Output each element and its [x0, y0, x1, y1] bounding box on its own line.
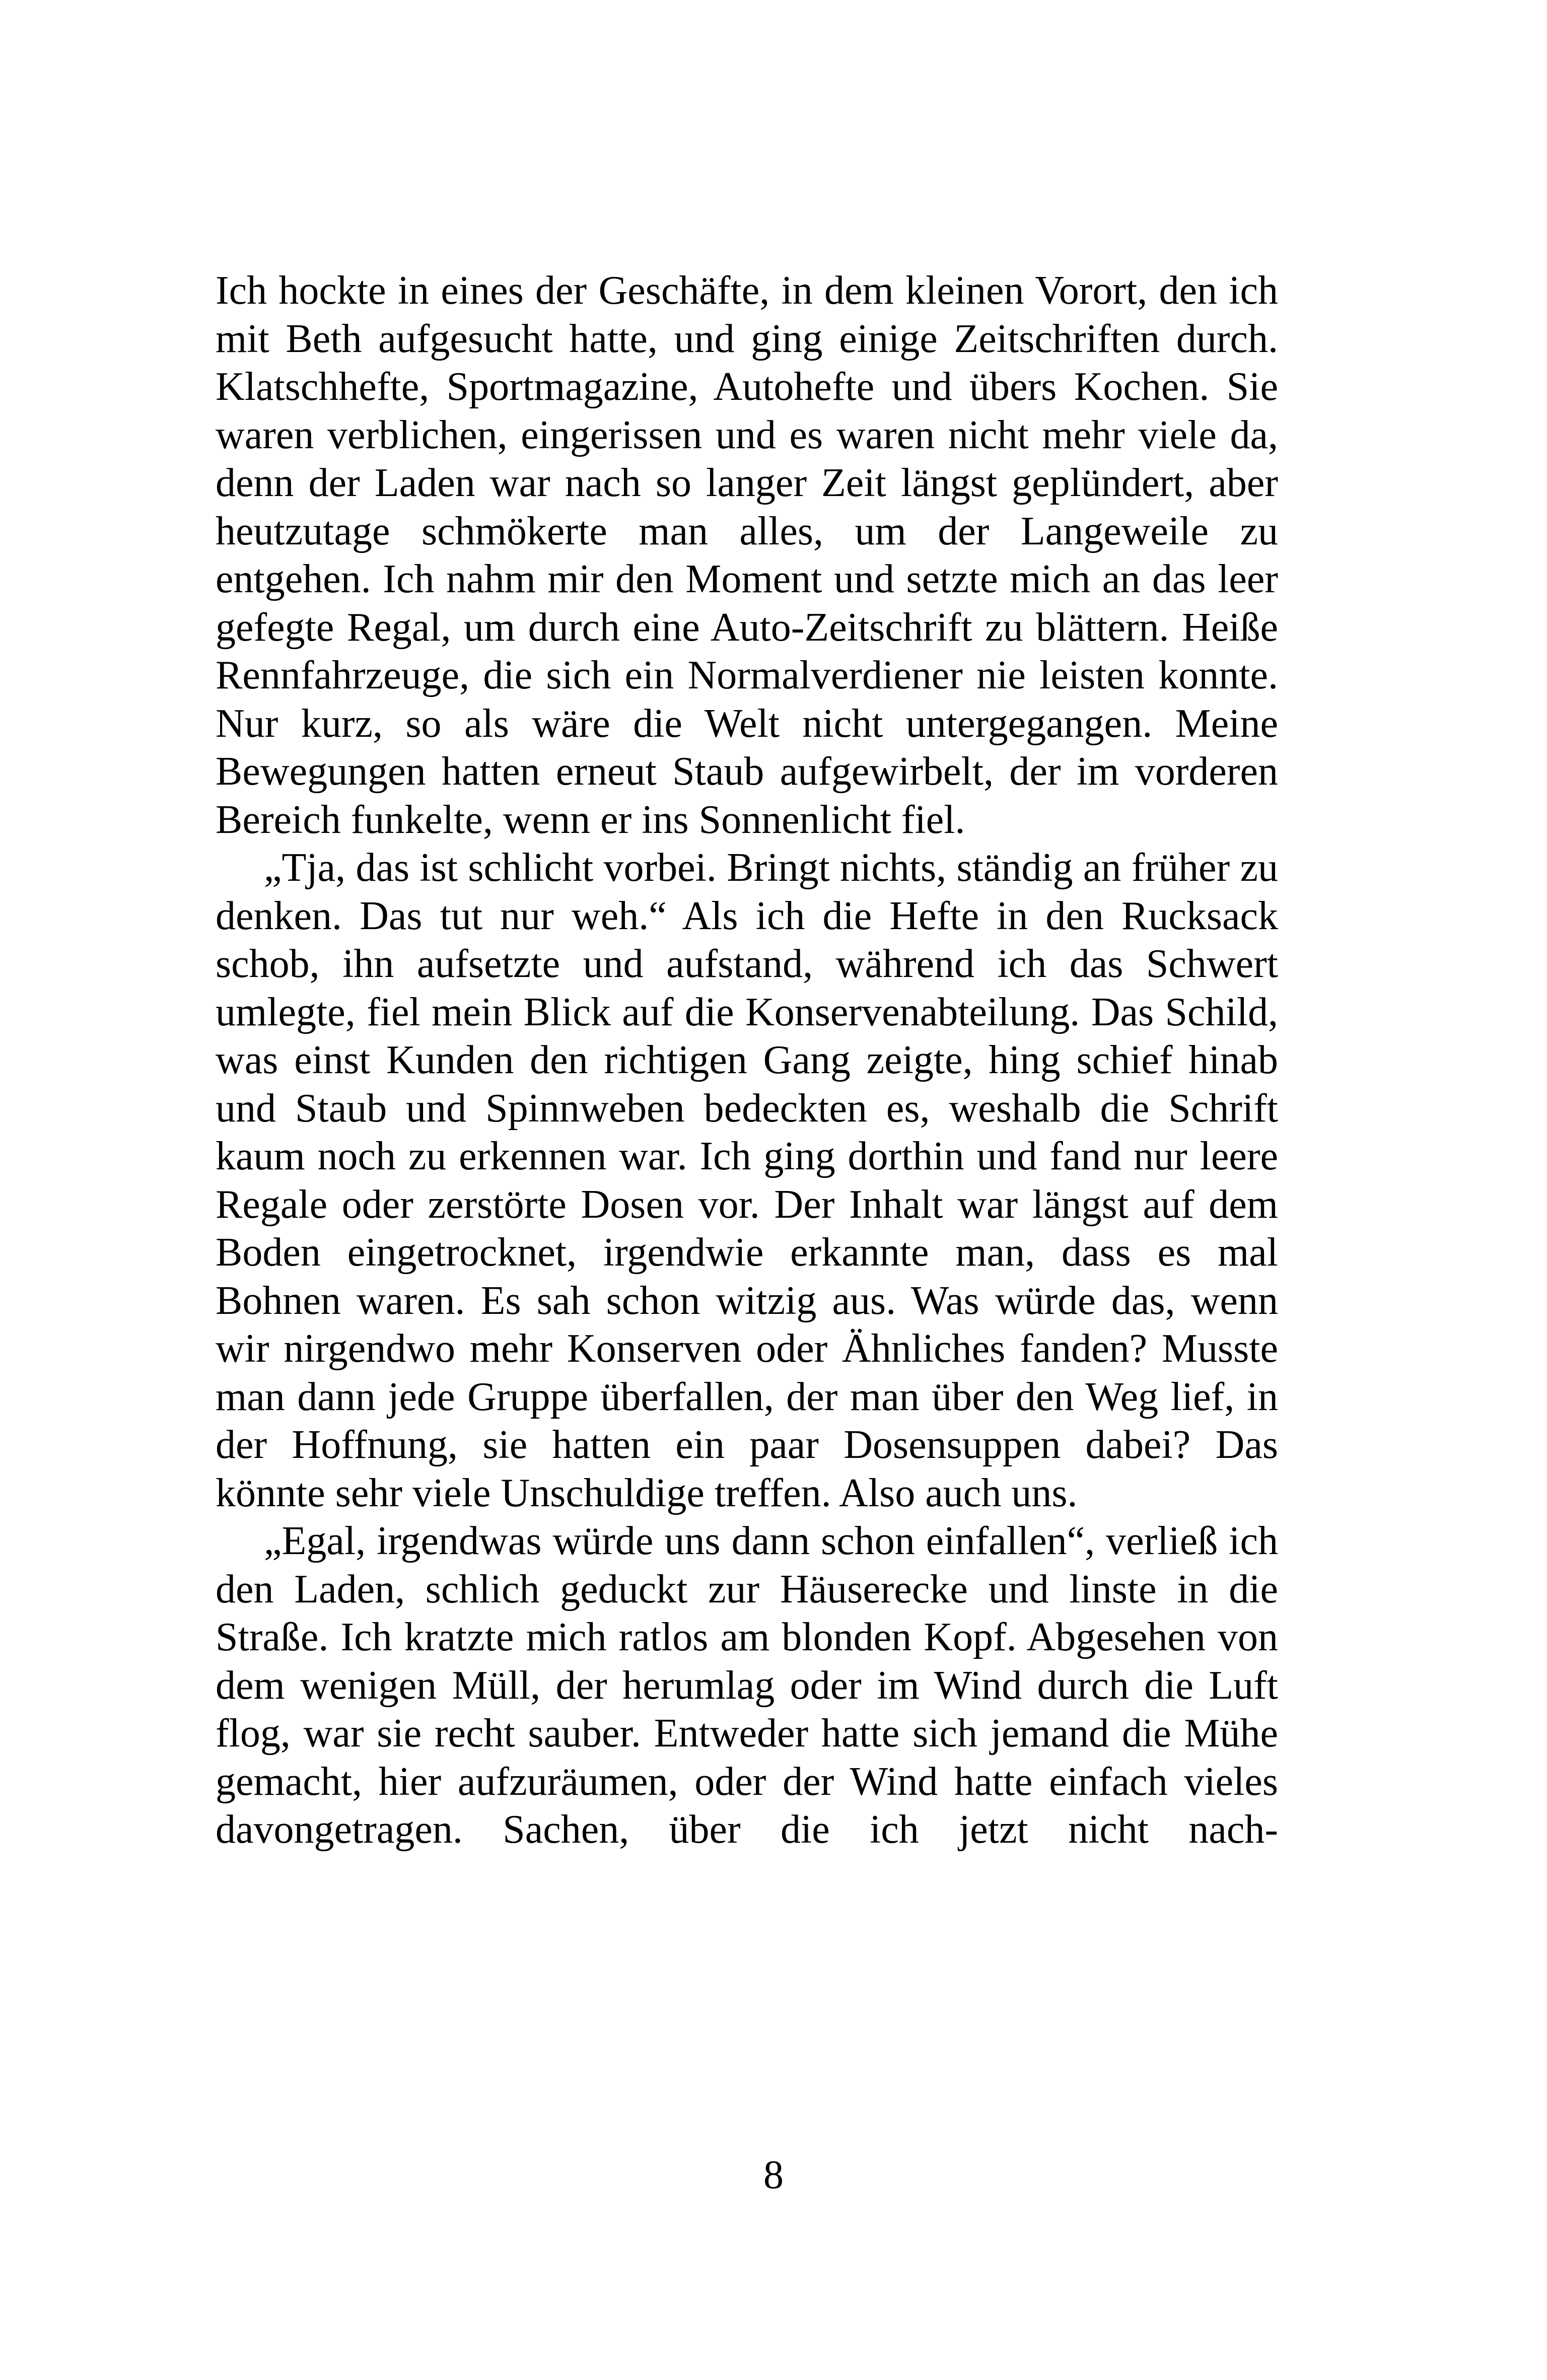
page-number: 8	[763, 2153, 784, 2197]
paragraph-1: Ich hockte in eines der Geschäfte, in dem kleinen Vorort, den ich mit Beth aufgesucht hatte, und ging einige Zeitschriften durch. Klatschhefte, Sportmagazine, Autohefte und übers Kochen. Sie waren verblichen, eingerissen und es waren nicht mehr viele da, denn der Laden war nach so langer Zeit längst geplündert, aber heutzutage schmökerte man alles, um der Langeweile zu entgehen. Ich nahm mir den Moment und setzte mich an das leer gefegte Regal, um durch eine Auto-Zeitschrift zu blättern. Heiße Rennfahrzeuge, die sich ein Normalverdiener nie leisten konnte. Nur kurz, so als wäre die Welt nicht untergegangen. Meine Bewegungen hatten erneut Staub aufgewirbelt, der im vorderen Bereich funkelte, wenn er ins Sonnenlicht fiel.	[216, 268, 1278, 842]
paragraph-3: „Egal, irgendwas würde uns dann schon einfallen“, verließ ich den Laden, schlich geduckt zur Häuserecke und linste in die Straße. Ich kratzte mich ratlos am blonden Kopf. Abgesehen von dem wenigen Müll, der herumlag oder im Wind durch die Luft flog, war sie recht sauber. Entweder hatte sich jemand die Mühe gemacht, hier aufzuräumen, oder der Wind hatte einfach vieles davongetragen. Sachen, über die ich jetzt nicht nach-	[216, 1519, 1278, 1852]
paragraph-2: „Tja, das ist schlicht vorbei. Bringt nichts, ständig an früher zu denken. Das tut nur weh.“ Als ich die Hefte in den Rucksack schob, ihn aufsetzte und aufstand, während ich das Schwert umlegte, fiel mein Blick auf die Konservenabteilung. Das Schild, was einst Kunden den richtigen Gang zeigte, hing schief hinab und Staub und Spinnweben bedeckten es, weshalb die Schrift kaum noch zu erkennen war. Ich ging dorthin und fand nur leere Regale oder zerstörte Dosen vor. Der Inhalt war längst auf dem Boden eingetrocknet, irgendwie erkannte man, dass es mal Bohnen waren. Es sah schon witzig aus. Was würde das, wenn wir nirgendwo mehr Konserven oder Ähnliches fanden? Musste man dann jede Gruppe überfallen, der man über den Weg lief, in der Hoffnung, sie hatten ein paar Dosensuppen dabei? Das könnte sehr viele Unschuldige treffen. Also auch uns.	[216, 846, 1278, 1515]
body-text	[216, 267, 1278, 1854]
